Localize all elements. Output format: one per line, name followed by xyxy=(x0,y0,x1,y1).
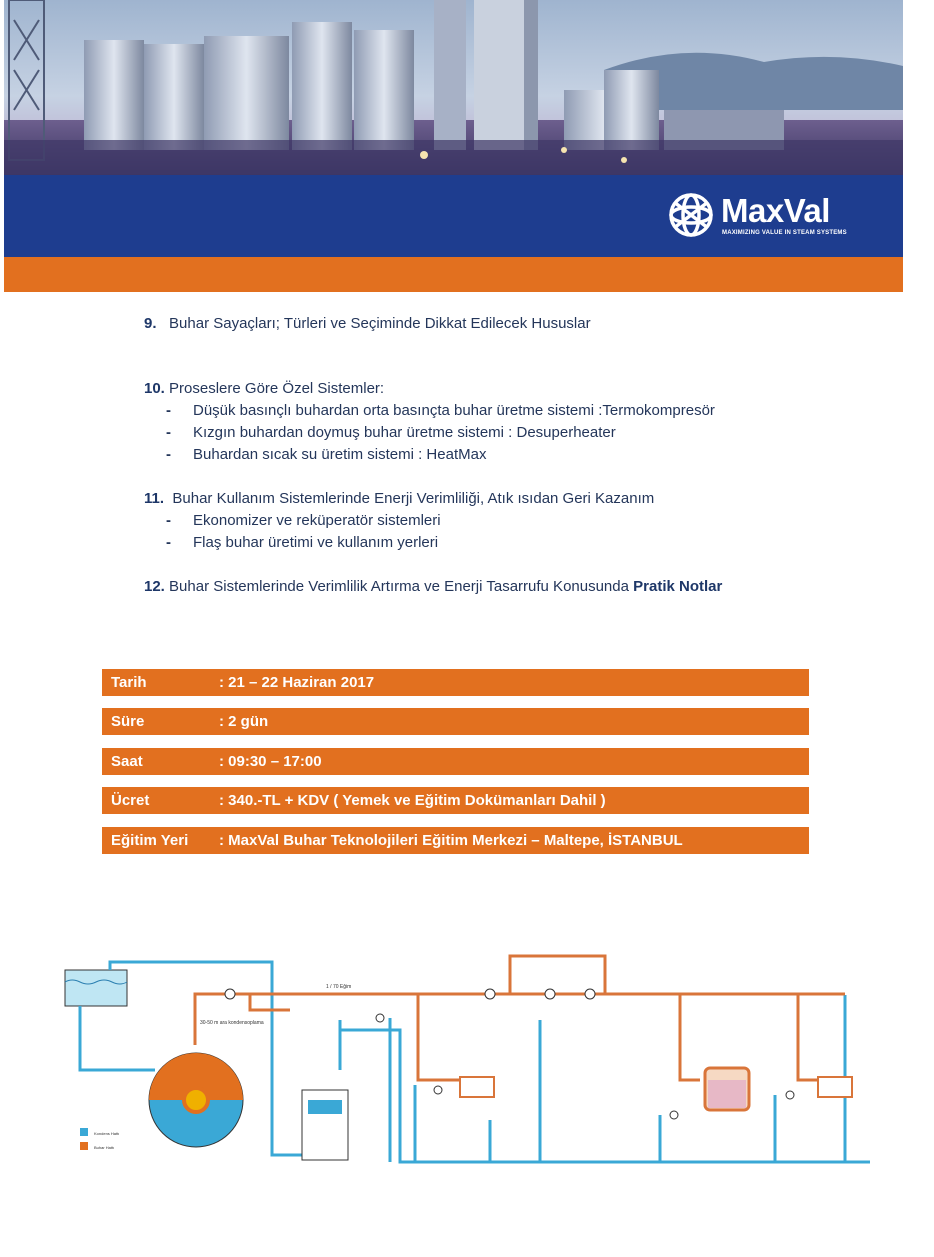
legend-condensate: Kondens Hattı xyxy=(94,1131,120,1136)
header-photo xyxy=(4,0,903,175)
topic-item-9: 9. Buhar Sayaçları; Türleri ve Seçiminde Dikkat Edilecek Hususlar xyxy=(144,315,591,332)
topic-sub-item: - Düşük basınçlı buhardan orta basınçta buhar üretme sistemi :Termokompresör xyxy=(166,402,715,419)
topic-item-11: 11. Buhar Kullanım Sistemlerinde Enerji Verimliliği, Atık ısıdan Geri Kazanım xyxy=(144,490,655,507)
topic-sub-item: - Flaş buhar üretimi ve kullanım yerleri xyxy=(166,534,439,551)
topic-item-10: 10. Proseslere Göre Özel Sistemler: xyxy=(144,380,385,397)
maxval-logo-icon xyxy=(664,190,718,240)
topic-item-12: 12. Buhar Sistemlerinde Verimlilik Artırma ve Enerji Tasarrufu Konusunda Pratik Notlar xyxy=(144,578,723,595)
info-row-fee: Ücret : 340.-TL + KDV ( Yemek ve Eğitim Dokümanları Dahil ) xyxy=(102,787,809,814)
legend-swatch-condensate xyxy=(80,1128,88,1136)
info-row-time: Saat : 09:30 – 17:00 xyxy=(102,748,809,775)
legend-swatch-steam xyxy=(80,1142,88,1150)
drain-label: 30-50 m ara kondensoplama xyxy=(200,1020,264,1026)
slope-label: 1 / 70 Eğim xyxy=(326,984,352,990)
legend-steam: Buhar Hattı xyxy=(94,1145,115,1150)
logo-tagline: MAXIMIZING VALUE IN STEAM SYSTEMS xyxy=(722,230,847,236)
info-row-location: Eğitim Yeri : MaxVal Buhar Teknolojileri Eğitim Merkezi – Maltepe, İSTANBUL xyxy=(102,827,809,854)
topic-sub-item: - Buhardan sıcak su üretim sistemi : HeatMax xyxy=(166,446,487,463)
info-row-date: Tarih : 21 – 22 Haziran 2017 xyxy=(102,669,809,696)
topic-sub-item: - Kızgın buhardan doymuş buhar üretme sistemi : Desuperheater xyxy=(166,424,616,441)
topic-sub-item: - Ekonomizer ve reküperatör sistemleri xyxy=(166,512,441,529)
accent-bar xyxy=(4,257,903,292)
maxval-logo xyxy=(664,190,864,242)
info-row-duration: Süre : 2 gün xyxy=(102,708,809,735)
logo-wordmark: MaxVal xyxy=(721,192,830,229)
steam-system-diagram xyxy=(50,950,880,1175)
